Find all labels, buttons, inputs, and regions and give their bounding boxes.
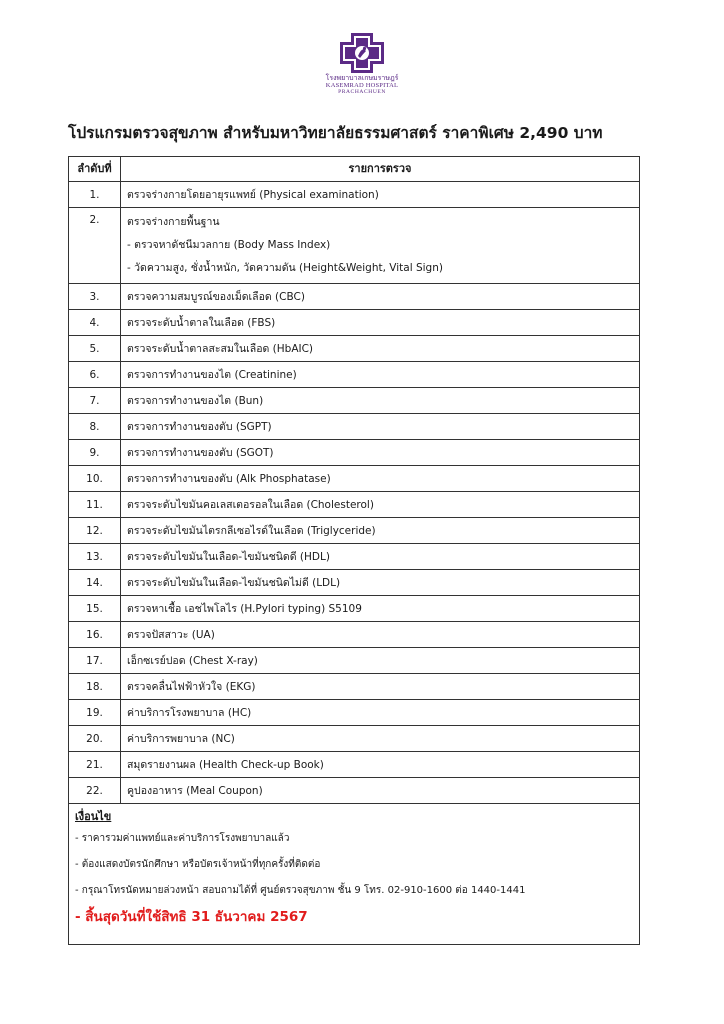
- row-item: ตรวจระดับไขมันในเลือด-ไขมันชนิดดี (HDL): [121, 544, 640, 570]
- row-item: ตรวจการทำงานของไต (Creatinine): [121, 362, 640, 388]
- table-row: [69, 648, 640, 674]
- table-row: [69, 310, 640, 336]
- row-number: 7.: [69, 388, 121, 414]
- row-number: 12.: [69, 518, 121, 544]
- hospital-logo: [300, 33, 424, 101]
- row-number: 11.: [69, 492, 121, 518]
- table-row: [69, 622, 640, 648]
- table-row: [69, 674, 640, 700]
- row-item: ค่าบริการโรงพยาบาล (HC): [121, 700, 640, 726]
- row-item: ตรวจระดับน้ำตาลในเลือด (FBS): [121, 310, 640, 336]
- condition-item: - ต้องแสดงบัตรนักศึกษา หรือบัตรเจ้าหน้าที่ทุกครั้งที่ติดต่อ: [75, 859, 321, 870]
- row-number: 8.: [69, 414, 121, 440]
- row-number: 9.: [69, 440, 121, 466]
- row-item-line: - วัดความสูง, ชั่งน้ำหนัก, วัดความดัน (Height&Weight, Vital Sign): [127, 262, 443, 274]
- row-number: 3.: [69, 284, 121, 310]
- row-number: 1.: [69, 182, 121, 208]
- row-item: ตรวจการทำงานของตับ (Alk Phosphatase): [121, 466, 640, 492]
- row-item: ตรวจปัสสาวะ (UA): [121, 622, 640, 648]
- table-row: [69, 414, 640, 440]
- table-row: [69, 492, 640, 518]
- row-number: 16.: [69, 622, 121, 648]
- row-item: [121, 208, 640, 284]
- deadline-notice: - สิ้นสุดวันที่ใช้สิทธิ 31 ธันวาคม 2567: [75, 909, 308, 925]
- row-number: 15.: [69, 596, 121, 622]
- logo-name-english: KASEMRAD HOSPITAL: [325, 82, 399, 89]
- table-row: [69, 752, 640, 778]
- hospital-cross-icon: [334, 33, 390, 73]
- table-row: [69, 466, 640, 492]
- row-item: ตรวจระดับน้ำตาลสะสมในเลือด (HbAIC): [121, 336, 640, 362]
- row-item-line: - ตรวจหาดัชนีมวลกาย (Body Mass Index): [127, 239, 331, 251]
- table-row: [69, 336, 640, 362]
- row-item: ตรวจการทำงานของตับ (SGOT): [121, 440, 640, 466]
- condition-item: - กรุณาโทรนัดหมายล่วงหน้า สอบถามได้ที่ ศูนย์ตรวจสุขภาพ ชั้น 9 โทร. 02-910-1600 ต่อ 1440-1441: [75, 885, 526, 896]
- condition-item: - ราคารวมค่าแพทย์และค่าบริการโรงพยาบาลแล้ว: [75, 833, 290, 844]
- row-item: สมุดรายงานผล (Health Check-up Book): [121, 752, 640, 778]
- row-number: 19.: [69, 700, 121, 726]
- table-row: [69, 596, 640, 622]
- table-header-row: [69, 157, 640, 182]
- row-number: 18.: [69, 674, 121, 700]
- table-row: [69, 726, 640, 752]
- row-item: ตรวจหาเชื้อ เอชไพโลไร (H.Pylori typing) S5109: [121, 596, 640, 622]
- row-item-line: ตรวจร่างกายพื้นฐาน: [127, 216, 220, 228]
- table-row: [69, 208, 640, 284]
- table-row: [69, 388, 640, 414]
- row-item: ค่าบริการพยาบาล (NC): [121, 726, 640, 752]
- table-row: [69, 544, 640, 570]
- conditions-row: [69, 804, 640, 945]
- table-row: [69, 700, 640, 726]
- row-number: 4.: [69, 310, 121, 336]
- table-row: [69, 778, 640, 804]
- row-number: 21.: [69, 752, 121, 778]
- row-number: 5.: [69, 336, 121, 362]
- row-number: 17.: [69, 648, 121, 674]
- logo-branch: PRACHACHUEN: [338, 89, 386, 95]
- table-row: [69, 182, 640, 208]
- table-row: [69, 440, 640, 466]
- row-item: ตรวจคลื่นไฟฟ้าหัวใจ (EKG): [121, 674, 640, 700]
- row-number: 14.: [69, 570, 121, 596]
- row-number: 13.: [69, 544, 121, 570]
- row-item: คูปองอาหาร (Meal Coupon): [121, 778, 640, 804]
- row-item: เอ็กซเรย์ปอด (Chest X-ray): [121, 648, 640, 674]
- row-item: ตรวจระดับไขมันไตรกลีเซอไรด์ในเลือด (Triglyceride): [121, 518, 640, 544]
- header-item: รายการตรวจ: [121, 157, 640, 182]
- row-item: ตรวจการทำงานของตับ (SGPT): [121, 414, 640, 440]
- header-number: ลำดับที่: [69, 157, 121, 182]
- page-title: โปรแกรมตรวจสุขภาพ สำหรับมหาวิทยาลัยธรรมศาสตร์ ราคาพิเศษ 2,490 บาท: [68, 124, 603, 142]
- row-number: 6.: [69, 362, 121, 388]
- logo-name-thai: โรงพยาบาลเกษมราษฎร์: [325, 74, 399, 82]
- table-row: [69, 570, 640, 596]
- table-row: [69, 284, 640, 310]
- row-item: ตรวจความสมบูรณ์ของเม็ดเลือด (CBC): [121, 284, 640, 310]
- row-item: ตรวจระดับไขมันในเลือด-ไขมันชนิดไม่ดี (LDL): [121, 570, 640, 596]
- row-item: ตรวจระดับไขมันคอเลสเตอรอลในเลือด (Cholesterol): [121, 492, 640, 518]
- row-number: 2.: [69, 208, 121, 284]
- row-number: 22.: [69, 778, 121, 804]
- conditions-section: [69, 804, 640, 945]
- row-item: ตรวจการทำงานของไต (Bun): [121, 388, 640, 414]
- conditions-heading: เงื่อนไข: [75, 810, 112, 823]
- row-number: 20.: [69, 726, 121, 752]
- table-row: [69, 518, 640, 544]
- row-number: 10.: [69, 466, 121, 492]
- row-item: ตรวจร่างกายโดยอายุรแพทย์ (Physical examination): [121, 182, 640, 208]
- checkup-table: [68, 156, 640, 945]
- table-row: [69, 362, 640, 388]
